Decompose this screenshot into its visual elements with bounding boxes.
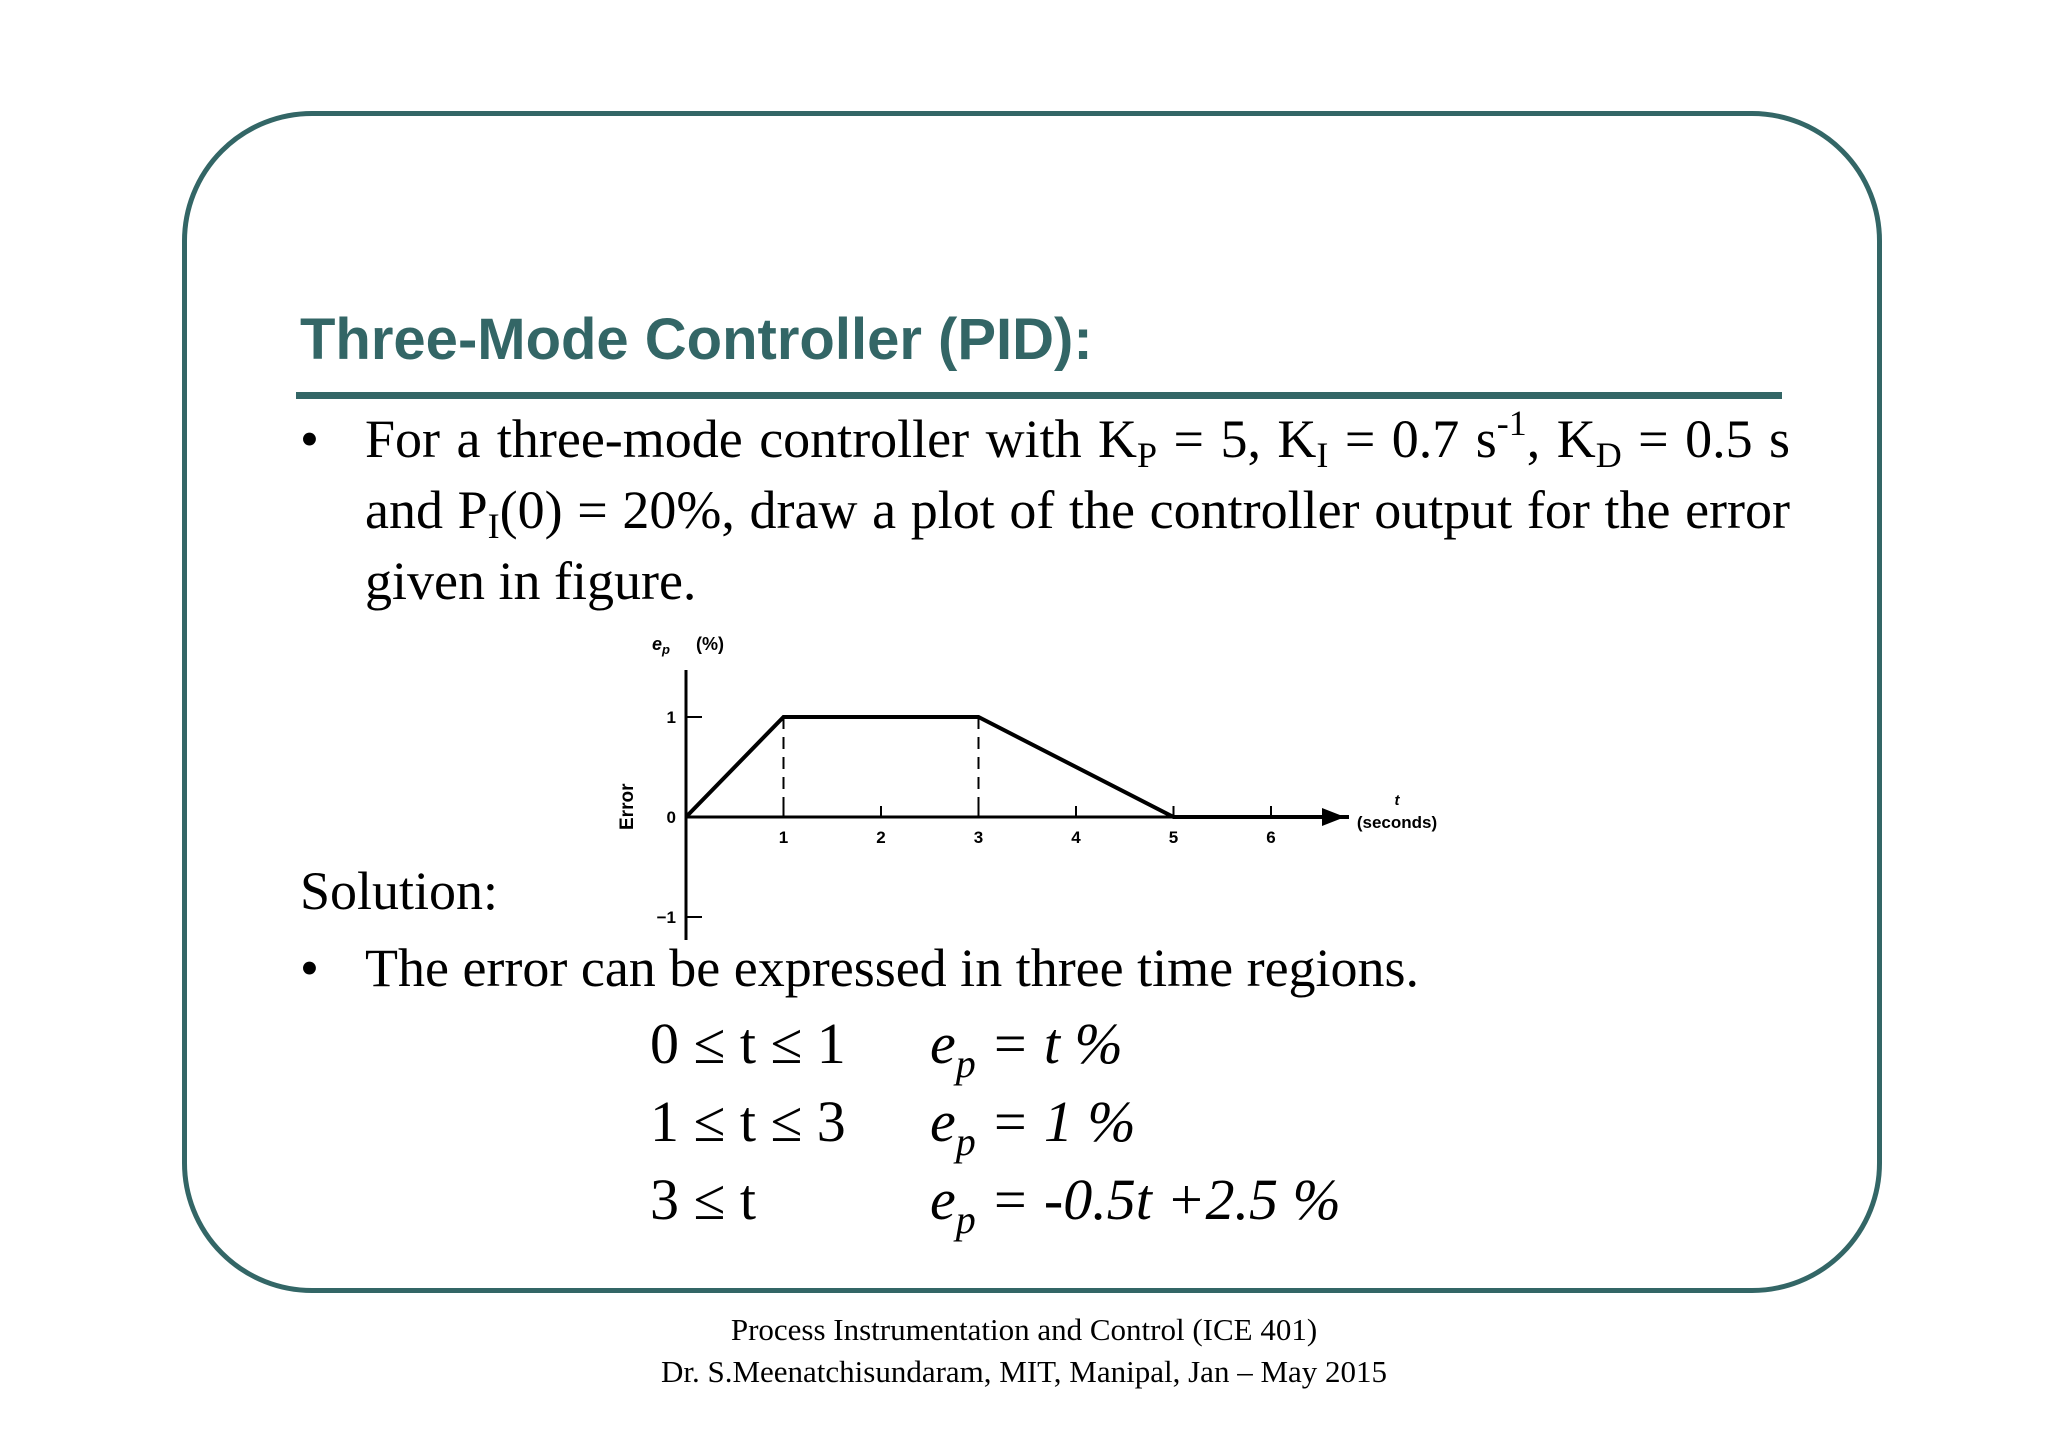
footer-author: Dr. S.Meenatchisundaram, MIT, Manipal, Jan – May 2015 [660,1354,1388,1389]
region-range: 3 ≤ t [650,1167,756,1232]
x-tick-label: 3 [973,828,984,847]
region-range: 1 ≤ t ≤ 3 [650,1089,846,1154]
x-axis-unit: (seconds) [1356,813,1438,832]
solution-bullet [300,933,1790,1004]
bullet-marker: • [300,938,319,998]
y-tick-label: 1 [666,708,676,727]
x-tick-label: 5 [1168,828,1179,847]
x-tick-label: 6 [1266,828,1276,847]
solution-text: The error can be expressed in three time regions. [365,938,1420,998]
region-equation: $e_p = -0.5t +2.5$ % [930,1167,1341,1242]
error-plot [600,625,1480,945]
problem-text: For a three-mode controller with $K_P = 5$, $K_I = 0.7$ $s^{-1}$, $K_D = 0.5$ s and $P_I(0) = 20\%$, draw a plot of the controller output for the error given in figure. [365,403,1791,611]
x-tick-label: 1 [778,828,789,847]
y-axis-unit: (%) [696,634,724,654]
x-tick-label: 2 [876,828,886,847]
y-side-label: Error [617,783,638,830]
region-range: 0 ≤ t ≤ 1 [650,1011,846,1076]
y-tick-label: −1 [656,908,676,927]
error-series-line [686,717,1349,817]
y-tick-label: 0 [666,808,676,827]
x-tick-label: 4 [1071,828,1081,847]
problem-bullet [300,404,1790,617]
title-underline [296,392,1782,399]
region-equation: $e_p = t$ % [930,1011,1123,1086]
solution-label: Solution: [300,861,499,921]
x-axis-title: t [1394,792,1400,809]
slide-title: Three-Mode Controller (PID): [300,307,1093,372]
y-axis-title: $e_p$ [652,634,670,657]
footer-course: Process Instrumentation and Control (ICE 401) [730,1312,1318,1347]
region-equation: $e_p = 1$ % [930,1089,1136,1164]
bullet-marker: • [300,409,319,469]
